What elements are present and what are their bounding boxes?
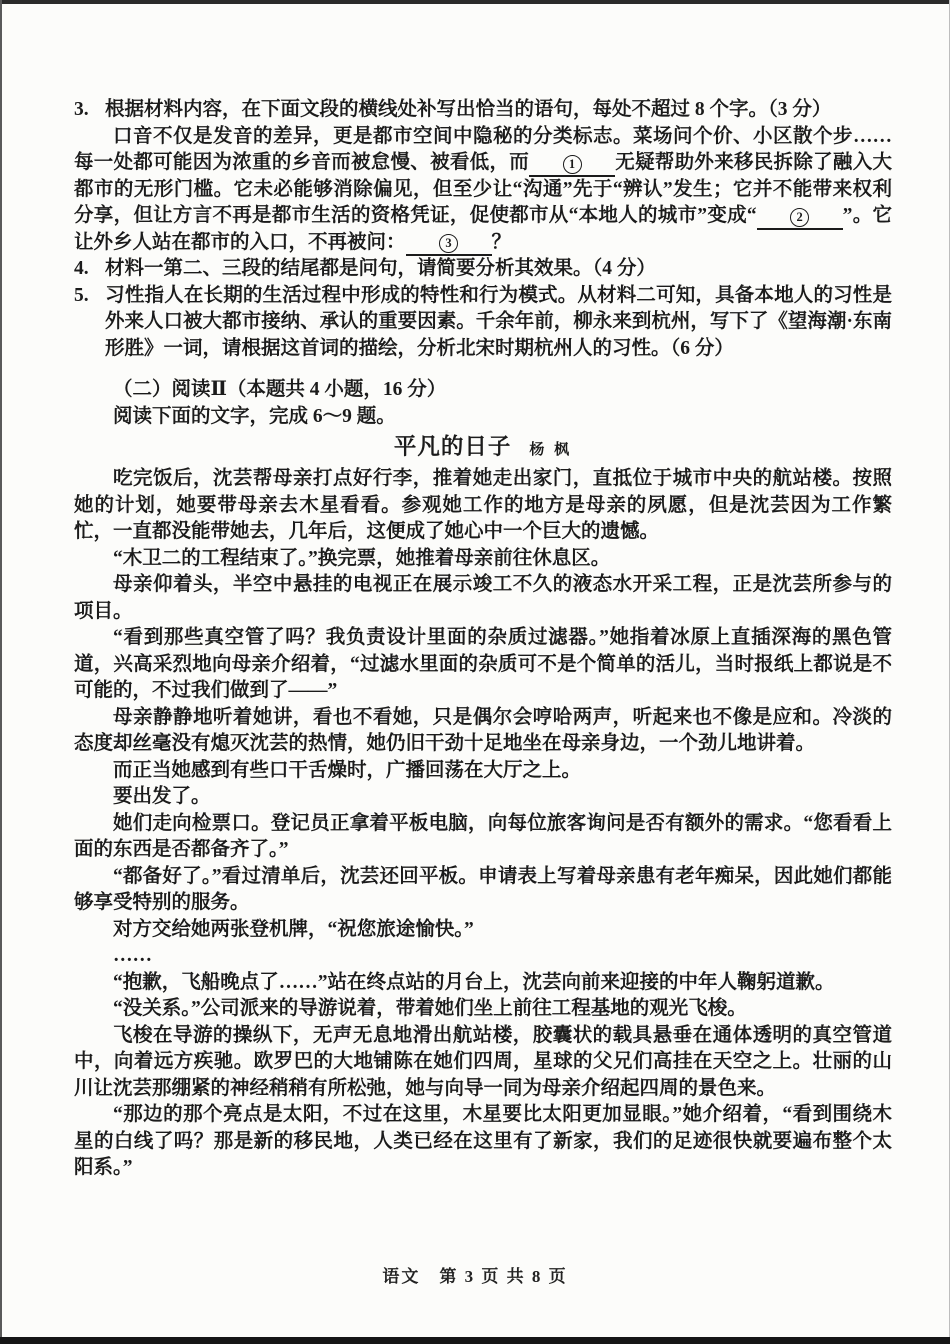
passage-part-4: ？ xyxy=(491,231,512,253)
story-paragraph: 飞梭在导游的操纵下，无声无息地滑出航站楼，胶囊状的载具悬垂在通体透明的真空管道中，向着远方疾驰。欧罗巴的大地铺陈在她们四周，星球的父兄们高挂在天空之上。壮丽的山川让沈芸那绷紧的神经稍稍有所松弛，她与向导一同为母亲介绍起四周的景色来。 xyxy=(74,1024,892,1099)
section-2-heading: （二）阅读Ⅱ（本题共 4 小题，16 分） xyxy=(113,379,447,400)
story-author: 杨 枫 xyxy=(529,442,573,458)
story-paragraph: 母亲仰着头，半空中悬挂的电视正在展示竣工不久的液态水开采工程，正是沈芸所参与的项目。 xyxy=(74,574,892,622)
question-5-number: 5. xyxy=(74,284,89,306)
question-4-number: 4. xyxy=(74,258,89,279)
question-5-text: 习性指人在长期的生活过程中形成的特性和行为模式。从材料二可知，具备本地人的习性是外来人口被大都市接纳、承认的重要因素。千余年前，柳永来到杭州，写下了《望海潮·东南形胜》一词，请根据这首词的描绘，分析北宋时期杭州人的习性。（6 分） xyxy=(105,284,892,359)
fill-in-blank-3 xyxy=(406,231,492,256)
fill-in-blank-2 xyxy=(757,205,843,230)
story-paragraph: “看到那些真空管了吗？我负责设计里面的杂质过滤器。”她指着冰原上直插深海的黑色管道，兴高采烈地向母亲介绍着，“过滤水里面的杂质可不是个简单的活儿，当时报纸上都说是不可能的，不过我们做到了——” xyxy=(74,627,892,701)
passage-part-1: 口音不仅是发音的差异，更是都市空间中隐秘的分类标志。菜场问个价、小区散个步……每一处都可能因为浓重的乡音而被怠慢、被看低，而 xyxy=(74,125,892,173)
question-3-passage xyxy=(74,124,892,257)
story-paragraph: …… xyxy=(113,945,152,966)
reading-instruction: 阅读下面的文字，完成 6～9 题。 xyxy=(113,405,396,427)
story-title-line xyxy=(74,432,892,465)
passage-part-2: 无疑帮助外来移民拆除了融入大都市的无形门槛。它未必能够消除偏见，但至少让“沟通”先于“辨认”发生；它并不能带来权利分享，但让方言不再是都市生活的资格凭证，促使都市从“本地人的城市”变成“ xyxy=(74,152,892,226)
story-paragraph: 母亲静静地听着她讲，看也不看她，只是偶尔会哼哈两声，听起来也不像是应和。冷淡的态度却丝毫没有熄灭沈芸的热情，她仍旧干劲十足地坐在母亲身边，一个劲儿地讲着。 xyxy=(74,706,892,754)
story-body xyxy=(74,466,892,1182)
story-title: 平凡的日子 xyxy=(393,434,512,459)
question-4 xyxy=(74,256,892,283)
question-3-number: 3. xyxy=(74,99,89,120)
circled-number-1: 1 xyxy=(563,155,582,174)
exam-page-content xyxy=(74,97,892,1182)
passage-part-3: ”。它让外乡人站在都市的入口，不再被问： xyxy=(74,205,892,253)
page-footer: 语文 第 3 页 共 8 页 xyxy=(382,1267,568,1286)
scan-edge-bottom xyxy=(0,1337,950,1344)
scan-edge-left xyxy=(0,0,2,1344)
circled-number-3: 3 xyxy=(439,234,458,253)
question-3 xyxy=(74,97,892,124)
question-4-text: 材料一第二、三段的结尾都是问句，请简要分析其效果。（4 分） xyxy=(105,258,656,279)
story-paragraph: 吃完饭后，沈芸帮母亲打点好行李，推着她走出家门，直抵位于城市中央的航站楼。按照她的计划，她要带母亲去木星看看。参观她工作的地方是母亲的夙愿，但是沈芸因为工作繁忙，一直都没能带她去，几年后，这便成了她心中一个巨大的遗憾。 xyxy=(74,468,892,542)
story-paragraph: 她们走向检票口。登记员正拿着平板电脑，向每位旅客询问是否有额外的需求。“您看看上面的东西是否都备齐了。” xyxy=(74,812,892,860)
story-paragraph: 对方交给她两张登机牌，“祝您旅途愉快。” xyxy=(113,918,474,940)
story-paragraph: “没关系。”公司派来的导游说着，带着她们坐上前往工程基地的观光飞梭。 xyxy=(113,998,747,1019)
story-paragraph: “都备好了。”看过清单后，沈芸还回平板。申请表上写着母亲患有老年痴呆，因此她们都能够享受特别的服务。 xyxy=(74,865,892,913)
story-paragraph: 要出发了。 xyxy=(113,786,211,807)
circled-number-2: 2 xyxy=(790,208,809,227)
fill-in-blank-1 xyxy=(529,152,615,177)
story-paragraph: “抱歉，飞船晚点了……”站在终点站的月台上，沈芸向前来迎接的中年人鞠躬道歉。 xyxy=(113,971,835,993)
story-paragraph: “木卫二的工程结束了。”换完票，她推着母亲前往休息区。 xyxy=(113,547,611,569)
scan-edge-top xyxy=(0,0,950,4)
question-3-text: 根据材料内容，在下面文段的横线处补写出恰当的语句，每处不超过 8 个字。（3 分） xyxy=(105,99,832,120)
story-paragraph: 而正当她感到有些口干舌燥时，广播回荡在大厅之上。 xyxy=(113,759,582,781)
story-paragraph: “那边的那个亮点是太阳，不过在这里，木星要比太阳更加显眼。”她介绍着，“看到围绕木星的白线了吗？那是新的移民地，人类已经在这里有了新家，我们的足迹很快就要遍布整个太阳系。” xyxy=(74,1104,892,1178)
question-5 xyxy=(74,283,892,363)
